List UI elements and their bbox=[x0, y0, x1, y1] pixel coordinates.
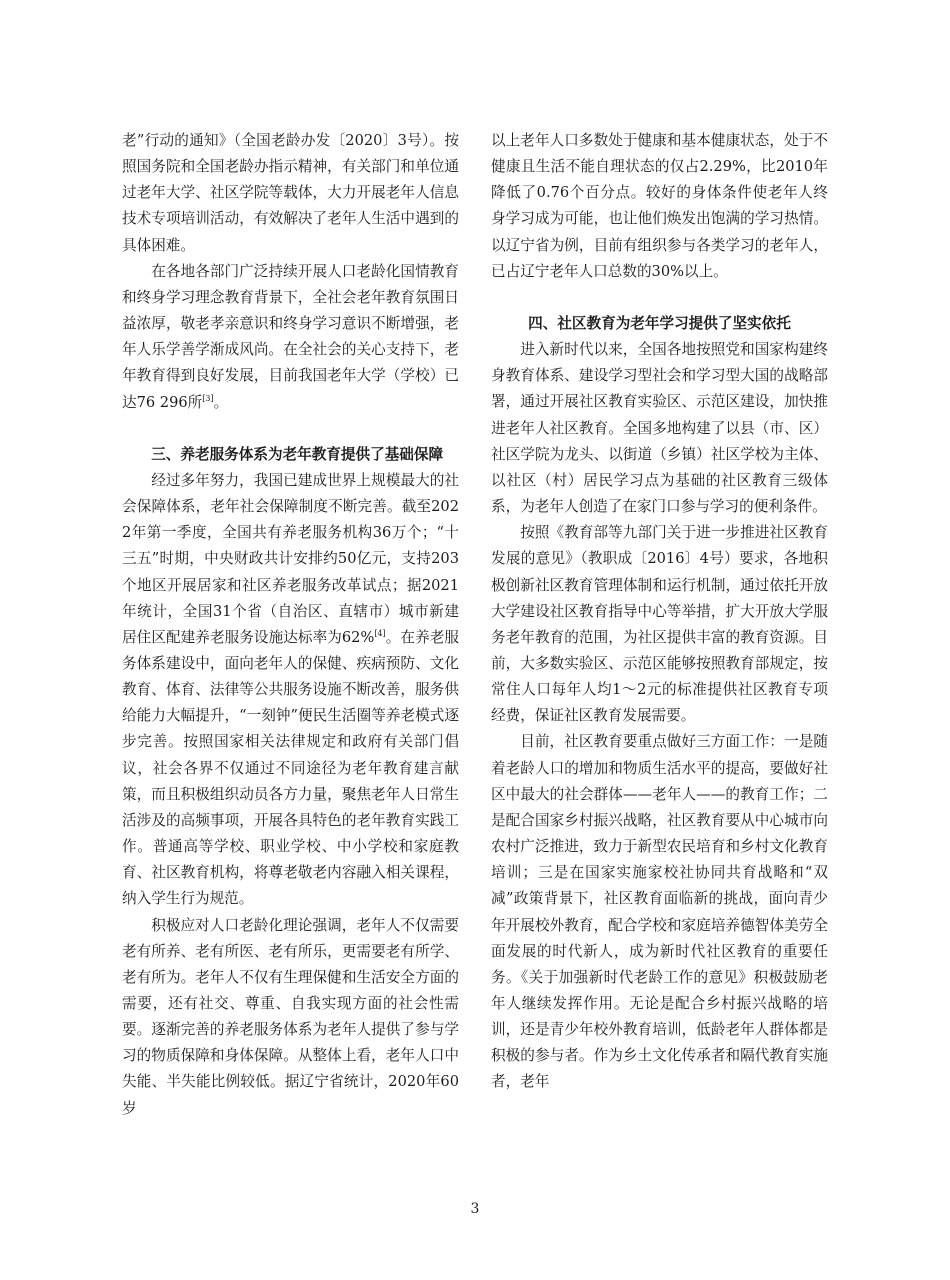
paragraph-text: 经过多年努力，我国已建成世界上规模最大的社会保障体系，老年社会保障制度不断完善。截至2022年第一季度，全国共有养老服务机构36万个；“十三五”时期，中央财政共计安排约50亿元，支持203个地区开展居家和社区养老服务改革试点；据2021年统计，全国31个省（自治区、直辖市）城市新建居住区配建养老服务设施达标率为62% bbox=[122, 471, 459, 646]
citation-ref: [3] bbox=[202, 393, 214, 403]
paragraph: 以上老年人口多数处于健康和基本健康状态，处于不健康且生活不能自理状态的仅占2.29%，比2010年降低了0.76个百分点。较好的身体条件使老年人终身学习成为可能，也让他们焕发出饱满的学习热情。以辽宁省为例，目前有组织参与各类学习的老年人，已占辽宁老年人口总数的30%以上。 bbox=[491, 132, 828, 280]
left-column bbox=[122, 128, 459, 1122]
paragraph bbox=[122, 259, 459, 416]
paragraph-text: 在各地各部门广泛持续开展人口老龄化国情教育和终身学习理念教育背景下，全社会老年教育氛围日益浓厚，敬老孝亲意识和终身学习意识不断增强，老年人乐学善学渐成风尚。在全社会的关心支持下，老年教育得到良好发展，目前我国老年大学（学校）已达76 296所 bbox=[122, 262, 459, 411]
paragraph: 目前，社区教育要重点做好三方面工作：一是随着老龄人口的增加和物质生活水平的提高，要做好社区中最大的社会群体——老年人——的教育工作；二是配合国家乡村振兴战略，社区教育要从中心城市向农村广泛推进，致力于新型农民培育和乡村文化教育培训；三是在国家实施家校社协同共育战略和“双减”政策背景下，社区教育面临新的挑战，面向青少年开展校外教育，配合学校和家庭培养德智体美劳全面发展的时代新人，成为新时代社区教育的重要任务。《关于加强新时代老龄工作的意见》积极鼓励老年人继续发挥作用。无论是配合乡村振兴战略的培训，还是青少年校外教育培训，低龄老年人群体都是积极的参与者。作为乡土文化传承者和隔代教育实施者，老年 bbox=[491, 733, 828, 1091]
page-number: 3 bbox=[470, 1201, 480, 1217]
paragraph: 进入新时代以来，全国各地按照党和国家构建终身教育体系、建设学习型社会和学习型大国的战略部署，通过开展社区教育实验区、示范区建设，加快推进老年人社区教育。全国多地构建了以县（市、区）社区学院为龙头、以街道（乡镇）社区学校为主体、以社区（村）居民学习点为基础的社区教育三级体系，为老年人创造了在家门口参与学习的便利条件。 bbox=[491, 341, 828, 516]
paragraph: 按照《教育部等九部门关于进一步推进社区教育发展的意见》（教职成〔2016〕4号）要求，各地积极创新社区教育管理体制和运行机制，通过依托开放大学建设社区教育指导中心等举措，扩大开放大学服务老年教育的范围，为社区提供丰富的教育资源。目前，大多数实验区、示范区能够按照教育部规定，按常住人口每年人均1～2元的标准提供社区教育专项经费，保证社区教育发展需要。 bbox=[491, 524, 828, 725]
paragraph bbox=[122, 468, 459, 913]
section-heading: 三、养老服务体系为老年教育提供了基础保障 bbox=[151, 445, 444, 463]
paragraph-end: 。 bbox=[213, 393, 229, 411]
right-column bbox=[491, 128, 828, 1096]
paragraph: 老”行动的通知》（全国老龄办发〔2020〕3号）。按照国务院和全国老龄办指示精神，有关部门和单位通过老年大学、社区学院等载体，大力开展老年人信息技术专项培训活动，有效解决了老年人生活中遇到的具体困难。 bbox=[122, 132, 459, 254]
paragraph-text: 。在养老服务体系建设中，面向老年人的保健、疾病预防、文化教育、体育、法律等公共服务设施不断改善，服务供给能力大幅提升，“一刻钟”便民生活圈等养老模式逐步完善。按照国家相关法律规定和政府有关部门倡议，社会各界不仅通过不同途径为老年教育建言献策，而且积极组织动员各方力量，聚焦老年人日常生活涉及的高频事项，开展各具特色的老年教育实践工作。普通高等学校、职业学校、中小学校和家庭教育、社区教育机构，将尊老敬老内容融入相关课程，纳入学生行为规范。 bbox=[122, 628, 459, 908]
section-gap bbox=[491, 285, 828, 311]
section-gap bbox=[122, 416, 459, 442]
section-heading: 四、社区教育为老年学习提供了坚实依托 bbox=[528, 314, 791, 332]
citation-ref: [4] bbox=[374, 628, 386, 638]
paragraph: 积极应对人口老龄化理论强调，老年人不仅需要老有所养、老有所医、老有所乐，更需要老有所学、老有所为。老年人不仅有生理保健和生活安全方面的需要，还有社交、尊重、自我实现方面的社会性需要。逐渐完善的养老服务体系为老年人提供了参与学习的物质保障和身体保障。从整体上看，老年人口中失能、半失能比例较低。据辽宁省统计，2020年60岁 bbox=[122, 916, 459, 1117]
